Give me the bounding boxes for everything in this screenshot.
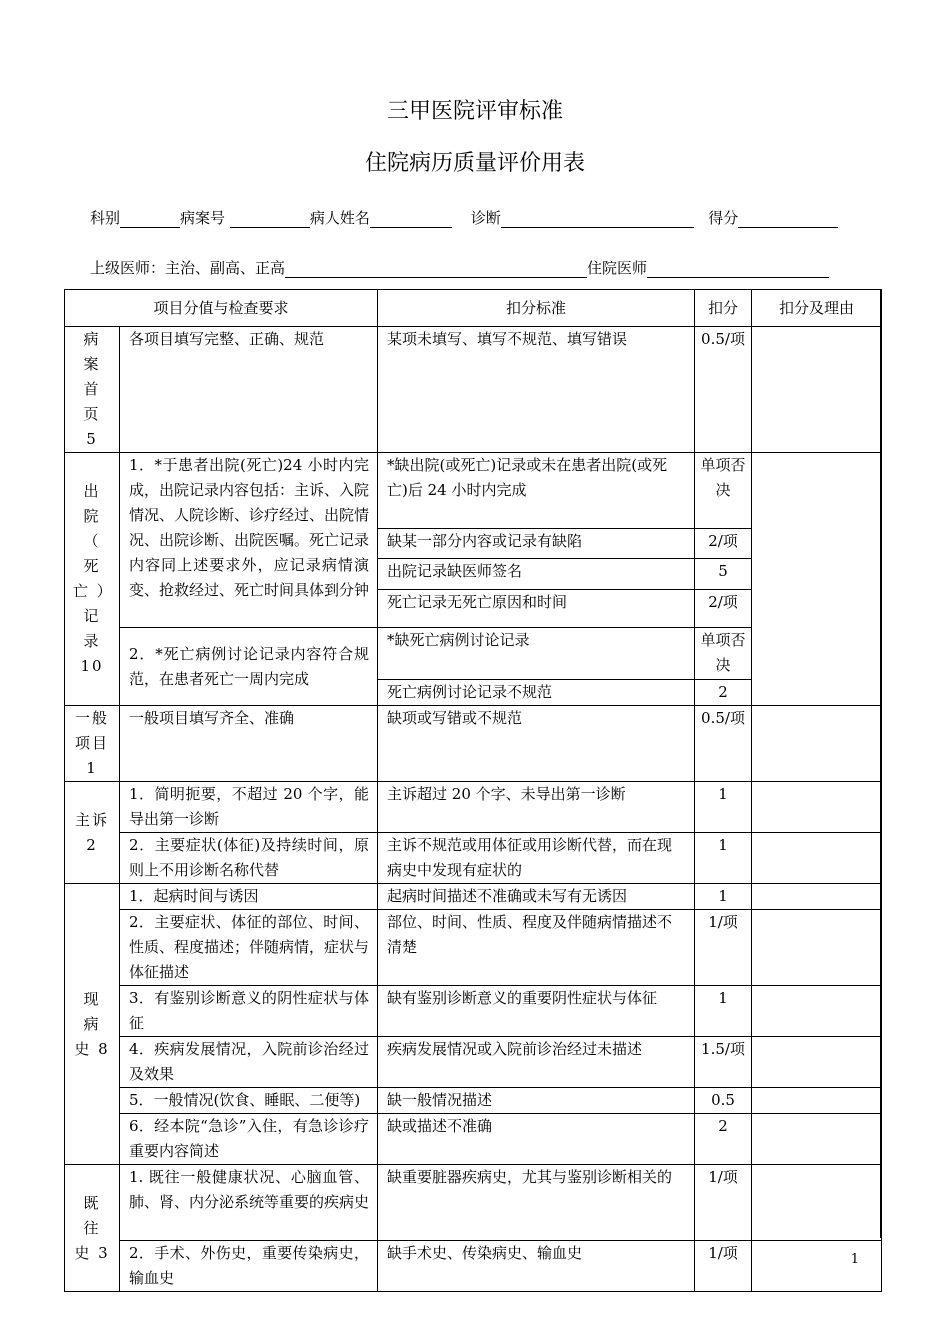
score-field[interactable] xyxy=(738,210,838,228)
patient-name-field[interactable] xyxy=(370,210,452,228)
deduction-points: 1/项 xyxy=(695,1165,752,1241)
section-category: 现 病 史 8 xyxy=(65,884,120,1165)
deduction-standard: 缺项或写错或不规范 xyxy=(378,706,695,782)
document-subtitle: 住院病历质量评价用表 xyxy=(364,151,585,176)
column-header: 扣分标准 xyxy=(378,290,695,327)
item-requirement: 各项目填写完整、正确、规范 xyxy=(120,327,378,453)
deduction-standard: 出院记录缺医师签名 xyxy=(378,559,695,590)
superior-field[interactable] xyxy=(285,260,587,278)
patient-name-label: 病人姓名 xyxy=(309,209,370,227)
deduction-standard: 死亡病例讨论记录不规范 xyxy=(378,680,695,706)
table-header-row xyxy=(65,290,882,327)
column-header: 项目分值与检查要求 xyxy=(65,290,378,327)
table-row xyxy=(65,1241,882,1292)
diagnosis-label: 诊断 xyxy=(470,209,501,227)
document-title: 三甲医院评审标准 xyxy=(386,99,563,124)
table-row xyxy=(65,706,882,782)
deduction-standard: 缺或描述不准确 xyxy=(378,1114,695,1165)
table-row xyxy=(65,1165,882,1241)
page-number: 1 xyxy=(850,1252,859,1267)
deduction-points: 1 xyxy=(695,833,752,884)
table-row xyxy=(65,1088,882,1114)
section-category: 出 院 （ 死 亡 ） 记 录 10 xyxy=(65,453,120,706)
deduction-standard: 死亡记录无死亡原因和时间 xyxy=(378,590,695,628)
deduction-points: 2 xyxy=(695,680,752,706)
deduction-reason-cell[interactable] xyxy=(752,327,882,453)
table-row xyxy=(65,782,882,833)
item-requirement: 1．起病时间与诱因 xyxy=(120,884,378,910)
section-category: 主诉 2 xyxy=(65,782,120,884)
deduction-standard: 疾病发展情况或入院前诊治经过未描述 xyxy=(378,1037,695,1088)
deduction-points: 5 xyxy=(695,559,752,590)
deduction-reason-cell[interactable] xyxy=(752,1114,882,1165)
deduction-points: 单项否决 xyxy=(695,453,752,529)
table-row xyxy=(65,910,882,986)
item-requirement: 1. 既往一般健康状况、心脑血管、肺、肾、内分泌系统等重要的疾病史 xyxy=(120,1165,378,1241)
deduction-standard: 部位、时间、性质、程度及伴随病情描述不清楚 xyxy=(378,910,695,986)
deduction-points: 2 xyxy=(695,1114,752,1165)
deduction-points: 2/项 xyxy=(695,529,752,559)
deduction-standard: 主诉不规范或用体征或用诊断代替，而在现病史中发现有症状的 xyxy=(378,833,695,884)
deduction-reason-cell[interactable] xyxy=(752,1037,882,1088)
deduction-points: 单项否决 xyxy=(695,628,752,680)
section-category: 既 往 史 3 xyxy=(65,1165,120,1292)
deduction-reason-cell[interactable] xyxy=(752,1241,882,1292)
section-category: 一般 项目 1 xyxy=(65,706,120,782)
deduction-reason-cell[interactable] xyxy=(752,706,882,782)
deduction-reason-cell[interactable] xyxy=(752,453,882,706)
item-requirement: 4．疾病发展情况，入院前诊治经过及效果 xyxy=(120,1037,378,1088)
deduction-points: 0.5/项 xyxy=(695,706,752,782)
deduction-reason-cell[interactable] xyxy=(752,884,882,910)
item-requirement: 3．有鉴别诊断意义的阴性症状与体征 xyxy=(120,986,378,1037)
deduction-reason-cell[interactable] xyxy=(752,1088,882,1114)
deduction-standard: 缺重要脏器疾病史，尤其与鉴别诊断相关的 xyxy=(378,1165,695,1241)
deduction-points: 0.5 xyxy=(695,1088,752,1114)
table-row xyxy=(65,986,882,1037)
deduction-reason-cell[interactable] xyxy=(752,1165,882,1241)
table-row xyxy=(65,327,882,453)
case-no-field[interactable] xyxy=(230,210,310,228)
case-no-label: 病案号 xyxy=(180,209,226,227)
deduction-reason-cell[interactable] xyxy=(752,782,882,833)
resident-label: 住院医师 xyxy=(587,259,648,277)
deduction-standard: 缺某一部分内容或记录有缺陷 xyxy=(378,529,695,559)
table-row xyxy=(65,884,882,910)
deduction-points: 1 xyxy=(695,986,752,1037)
evaluation-table xyxy=(64,289,882,1292)
item-requirement: 2．手术、外伤史，重要传染病史，输血史 xyxy=(120,1241,378,1292)
deduction-reason-cell[interactable] xyxy=(752,910,882,986)
header-row-1 xyxy=(90,207,838,228)
item-requirement: 一般项目填写齐全、准确 xyxy=(120,706,378,782)
deduction-standard: 起病时间描述不准确或未写有无诱因 xyxy=(378,884,695,910)
item-requirement: 1．简明扼要，不超过 20 个字，能导出第一诊断 xyxy=(120,782,378,833)
section-category: 病 案 首 页 5 xyxy=(65,327,120,453)
score-label: 得分 xyxy=(708,209,739,227)
diagnosis-field[interactable] xyxy=(501,210,694,228)
column-header: 扣分 xyxy=(695,290,752,327)
deduction-reason-cell[interactable] xyxy=(752,986,882,1037)
table-row xyxy=(65,453,882,529)
header-row-2 xyxy=(90,257,829,278)
deduction-points: 0.5/项 xyxy=(695,327,752,453)
item-requirement: 6．经本院“急诊”入住，有急诊诊疗重要内容简述 xyxy=(120,1114,378,1165)
table-row xyxy=(65,1114,882,1165)
deduction-points: 1 xyxy=(695,884,752,910)
item-requirement: 2．主要症状(体征)及持续时间，原则上不用诊断名称代替 xyxy=(120,833,378,884)
resident-field[interactable] xyxy=(647,260,829,278)
deduction-standard: 缺一般情况描述 xyxy=(378,1088,695,1114)
deduction-standard: 缺有鉴别诊断意义的重要阴性症状与体征 xyxy=(378,986,695,1037)
deduction-points: 2/项 xyxy=(695,590,752,628)
dept-field[interactable] xyxy=(120,210,180,228)
column-header: 扣分及理由 xyxy=(752,290,882,327)
deduction-standard: *缺死亡病例讨论记录 xyxy=(378,628,695,680)
item-requirement: 2．主要症状、体征的部位、时间、性质、程度描述；伴随病情，症状与体征描述 xyxy=(120,910,378,986)
dept-label: 科别 xyxy=(90,209,121,227)
deduction-points: 1.5/项 xyxy=(695,1037,752,1088)
item-requirement: 1．*于患者出院(死亡)24 小时内完成，出院记录内容包括：主诉、入院情况、人院诊断、诊疗经过、出院情况、出院诊断、出院医嘱。死亡记录内容同上述要求外，应记录病情演变、抢救经过、死亡时间具体到分钟 xyxy=(120,453,378,628)
deduction-points: 1 xyxy=(695,782,752,833)
table-row xyxy=(65,1037,882,1088)
item-requirement: 5．一般情况(饮食、睡眠、二便等) xyxy=(120,1088,378,1114)
deduction-standard: 某项未填写、填写不规范、填写错误 xyxy=(378,327,695,453)
deduction-standard: 缺手术史、传染病史、输血史 xyxy=(378,1241,695,1292)
superior-label: 上级医师：主治、副高、正高 xyxy=(90,259,286,277)
table-outer-border xyxy=(880,289,881,1238)
table-row xyxy=(65,833,882,884)
item-requirement: 2．*死亡病例讨论记录内容符合规范，在患者死亡一周内完成 xyxy=(120,628,378,706)
deduction-points: 1/项 xyxy=(695,910,752,986)
deduction-points: 1/项 xyxy=(695,1241,752,1292)
deduction-standard: *缺出院(或死亡)记录或未在患者出院(或死亡)后 24 小时内完成 xyxy=(378,453,695,529)
deduction-standard: 主诉超过 20 个字、未导出第一诊断 xyxy=(378,782,695,833)
deduction-reason-cell[interactable] xyxy=(752,833,882,884)
